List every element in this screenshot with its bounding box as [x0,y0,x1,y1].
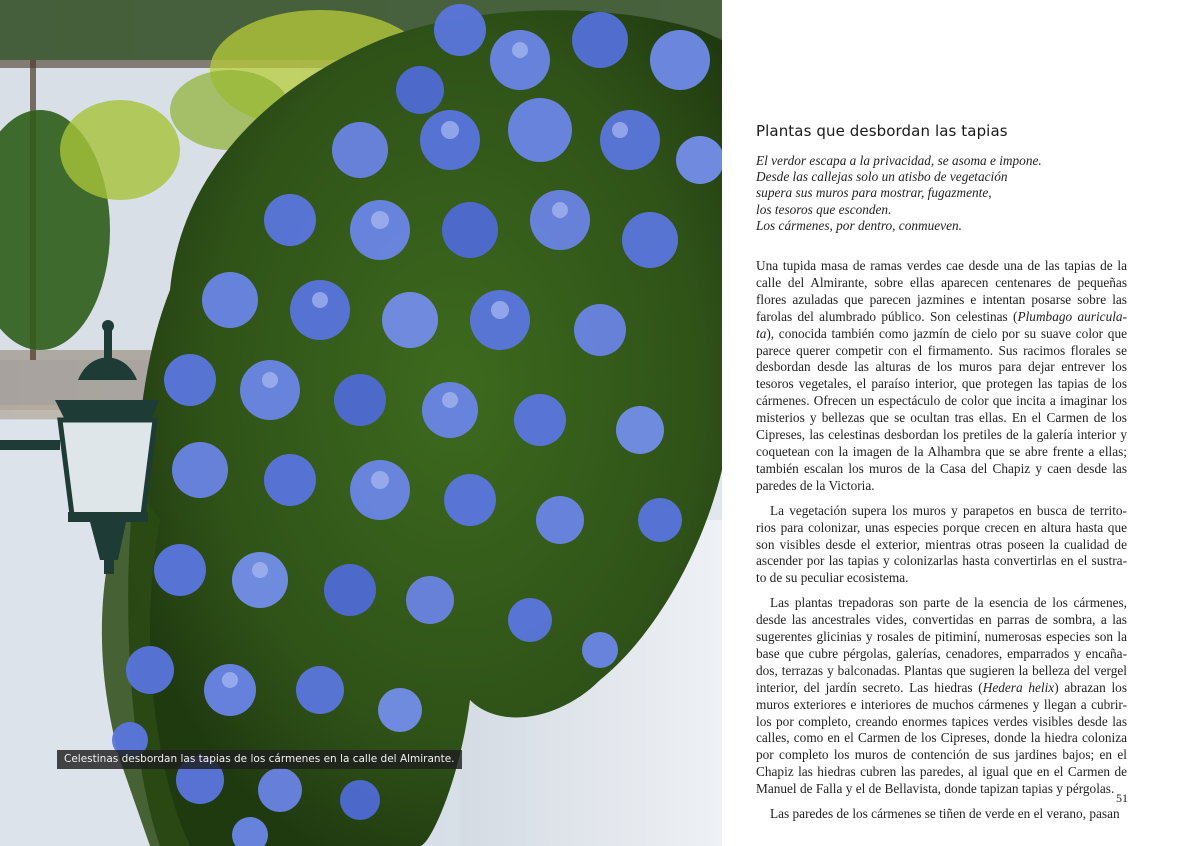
paragraph-3-text-a: Las plantas trepadoras son parte de la esencia de los cármenes, desde las ancestrales vides, convertidas en parras de sombra, a las sugerentes glicinias y rosales de pitiminí, numerosas especies son la base que cubre pérgolas, galerías, cenadores, emparrados y encaña-dos, terrazas y balconadas. Plantas que sugieren la belleza del vergel interior, del jardín secreto. Las hiedras ( [756,595,1127,695]
section-title: Plantas que desbordan las tapias [756,122,1008,140]
paragraph-3-text-b: ) abrazan los muros exteriores e interiores de muchos cármenes y llegan a cubrir-los por completo, creando enormes tapices verdes visibles desde las calles, como en el Carmen de los Cipreses, donde la hiedra coloniza por completo los muros de contención de sus jardines bajos; en el Chapiz las hiedras cubren las paredes, al igual que en el Carmen de Manuel de Falla y el de Bellavista, donde tapizan tapias y pérgolas. [756,679,1127,797]
paragraph-3 [756,595,1127,798]
page-number: 51 [1116,791,1128,805]
epigraph-line: El verdor escapa a la privacidad, se asoma e impone. [756,153,1042,168]
paragraph-4: Las paredes de los cármenes se tiñen de verde en el verano, pasan [770,806,1120,822]
species-name-hedera: Hedera helix [982,679,1055,695]
epigraph [756,153,1127,234]
paragraph-1-text-a: Una tupida masa de ramas verdes cae desde una de las tapias de la calle del Almirante, sobre ellas aparecen centenares de pequeñas flores azuladas que parecen jazmines e intentan posarse sobre las farolas del alumbrado público. Son celestinas ( [756,258,1127,324]
body-text [756,258,1127,823]
photo-caption: Celestinas desbordan las tapias de los cármenes en la calle del Almirante. [57,750,462,769]
paragraph-1 [756,258,1127,495]
paragraph-2: La vegetación supera los muros y parapetos en busca de territo-rios para colonizar, unas especies porque crecen en altura hasta que son visibles desde el exterior, mientras otras poseen la cualidad de ascender por las tapias y colonizarlas hasta convertirlas en el sustra-to de su peculiar ecosistema. [756,502,1127,586]
species-name-plumbago: Plumbago auricula-ta [756,308,1127,341]
text-page [722,0,1199,846]
epigraph-line: Los cármenes, por dentro, conmueven. [756,217,962,233]
epigraph-line: los tesoros que esconden. [756,201,892,217]
epigraph-line: Desde las callejas solo un atisbo de vegetación [756,169,1008,185]
epigraph-line: supera sus muros para mostrar, fugazmente, [756,185,992,201]
paragraph-1-text-b: ), conocida también como jazmín de cielo por su suave color que parece querer competir con el firmamento. Sus racimos florales se desbordan desde las alturas de los muros para dejar entrever los tesoros vegetales, el paraíso interior, que protegen las tapias de los cármenes. Ofrecen un espectáculo de color que incita a imaginar los misterios y bellezas que se ocultan tras ellas. En el Carmen de los Cipreses, las celestinas desbordan los pretiles de la galería interior y coquetean con la imagen de la Alhambra que se abre frente a ellas; también escalan los muros de la Casa del Chapiz y caen desde las paredes de la Victoria. [756,325,1127,493]
